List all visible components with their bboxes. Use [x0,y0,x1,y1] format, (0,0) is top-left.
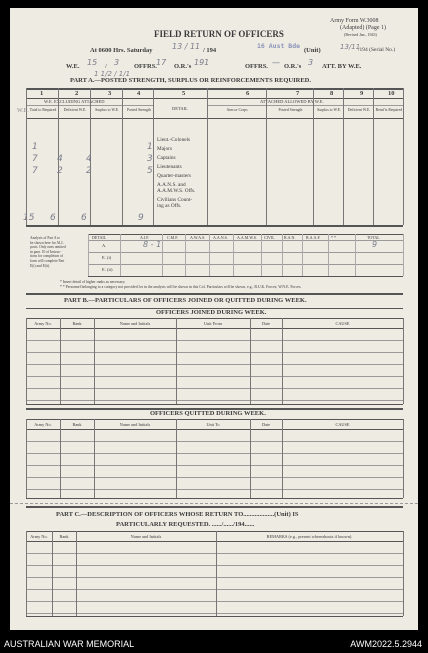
part-b-heading: PART B.—PARTICULARS OF OFFICERS JOINED OR QUITTED DURING WEEK. [64,297,307,304]
grid-line [26,388,403,389]
handwritten-value: 7 [32,154,38,164]
column-number: 6 [246,90,250,97]
rank-label: Captains [157,155,176,161]
adapted-note: (Adapted) (Page 1) [340,25,386,31]
analysis-header: A.A.N.S. [213,235,228,240]
grid-line [94,318,95,404]
analysis-header: * * [331,235,336,240]
grid-line [26,589,403,590]
part-c-heading-2: PARTICULARLY REQUESTED. ....../....../194...... [116,521,255,528]
revised-note: (Revised Jan., 1943) [344,32,377,37]
handwritten-value: 3 [147,154,153,164]
grid-line [26,498,403,499]
sub-header: Posted Strength [278,108,303,112]
or-filled: 191 [194,58,210,67]
analysis-header: TOTAL [367,235,380,240]
grid-line [233,234,234,276]
column-number: 4 [137,90,141,97]
pencil-note: 1 1/2 / 1/1 [94,70,131,78]
analysis-row-label: E. (i) [102,255,112,260]
sub-header: Reinf'ts Required [375,108,403,112]
handwritten-value: 2 [57,166,63,176]
column-number: 1 [40,90,44,97]
table-column-header: Army No. [34,321,52,326]
rank-label: A.A.M.W.S. Offs. [157,188,196,194]
or2-filled: 3 [308,58,314,67]
analysis-header: DETAIL [92,235,107,240]
grid-line [26,601,403,602]
or2-label: O.R.'s [284,63,302,70]
table-column-header: CAUSE [335,321,350,326]
analysis-row-label: A. [102,243,107,248]
grid-line [250,318,251,404]
or-label: O.R.'s [174,63,192,70]
rank-label: ing as Offs. [157,203,182,209]
grid-line [26,340,403,341]
column-number: 10 [388,90,395,97]
grid-line [52,531,53,616]
grid-line [403,531,404,616]
part-a-heading: PART A.—POSTED STRENGTH, SURPLUS OR REINFORCEMENTS REQUIRED. [70,77,311,84]
time-line-label: At 0600 Hrs. Saturday [90,47,153,54]
table-column-header: Name and Initials [130,534,162,539]
rank-label: Majors [157,146,173,152]
footnote-2: * * Personnel belonging to a category not provided for in the analysis will be shown in this Col. Particulars will be shown, e.g., B.U.K. Forces; W.N.E. Forces. [60,285,302,289]
grid-line [76,531,77,616]
we-filled: 15 [87,58,98,67]
analysis-header: A.I.F. [140,235,150,240]
grid-line [26,613,403,614]
offrs-filled: 17 [156,58,167,67]
grid-line [26,441,403,442]
grid-line [403,88,404,225]
grid-line [176,419,177,498]
grid-line [282,419,283,498]
analysis-note-line: form will complete Part [30,259,65,263]
table-column-header: Date [261,422,271,427]
table-column-header: Date [261,321,271,326]
analysis-header: C.M.F. [167,235,179,240]
grid-line [26,553,403,554]
rank-label: Quarter-masters [157,173,192,179]
handwritten-value: 5 [147,166,153,176]
table-column-header: Unit From [203,321,223,326]
margin-note: W.E. [17,108,29,114]
analysis-filled-total: 9 [372,240,378,249]
rank-label: Civilians Count- [157,197,193,203]
grid-line [120,234,121,276]
column-number: 5 [182,90,186,97]
grid-line [26,453,403,454]
unit-stamp: 16 Aust Bde [257,42,301,50]
grid-line [26,404,403,405]
grid-line [282,318,283,404]
analysis-filled-a: 8 - 1 [143,240,162,249]
detail-header: DETAIL [172,106,188,111]
unit-label: (Unit) [304,47,321,54]
sub-header: Posted Strength [127,108,151,112]
grid-line [403,318,404,404]
grid-line [26,364,403,365]
grid-line [209,234,210,276]
table-column-header: Rank [72,321,82,326]
analysis-note-line: E(i) and E(ii). [30,263,51,268]
offrs2-filled: — [272,58,280,67]
analysis-header: R.A.N. [284,235,296,240]
form-title: FIELD RETURN OF OFFICERS [154,29,284,39]
column-number: 7 [296,90,300,97]
sub-header: Deficient W.E. [63,108,87,112]
army-form-number: Army Form W.3008 [330,18,379,24]
analysis-header: A.W.A.S. [190,235,206,240]
grid-line [26,376,403,377]
grid-line [250,419,251,498]
rank-label: A.A.N.S. and [157,182,186,188]
grid-line [26,577,403,578]
grid-line [403,234,404,276]
analysis-note-line: in para. 10 of Instruc- [30,249,62,254]
grid-line [26,616,403,617]
handwritten-value: 1 [147,142,153,152]
footer-left: AUSTRALIAN WAR MEMORIAL [4,639,135,649]
grid-line [26,531,27,616]
grid-line [26,565,403,566]
grid-line [26,465,403,466]
sub-header: Arm or Corps [226,108,248,112]
column-number: 2 [75,90,79,97]
grid-line [26,318,27,404]
grid-line [302,234,303,276]
grid-line [26,477,403,478]
analysis-note-line: Analysis of Part A to [30,236,60,240]
att-label: ATT. BY W.E. [322,63,362,70]
handwritten-value: 4 [86,154,92,164]
handwritten-total: 6 [81,213,87,223]
table-column-header: Army No. [30,534,48,539]
we-excluding-header: W.E. EXCLUDING ATTACHED [44,99,105,104]
we-slash: / [105,63,107,70]
table-column-header: Name and Initials [119,321,151,326]
grid-line [94,419,95,498]
sub-header: Surplus to W.E. [317,108,341,112]
grid-line [60,419,61,498]
grid-line [373,88,374,225]
rank-label: Lieutenants [157,164,182,170]
grid-line [343,88,344,225]
grid-line [26,489,403,490]
table-column-header: REMARKS (e.g., present whereabouts if known). [266,534,353,539]
analysis-row-label: E. (ii) [102,267,113,272]
rank-label: Lieut.-Colonels [157,137,191,143]
sub-header: Deficient W.E. [347,108,371,112]
quitted-heading: OFFICERS QUITTED DURING WEEK. [150,410,266,417]
footer-bar [0,630,428,653]
grid-line [153,88,154,225]
column-number: 8 [330,90,334,97]
grid-line [282,234,283,276]
attached-allowed-header: ATTACHED ALLOWED BY W.E. [260,99,324,104]
offrs-label: OFFRS. [134,63,157,70]
analysis-header: A.A.M.W.S. [237,235,257,240]
serial-label: /194 (Serial No.) [358,47,396,53]
serial-filled: 13/11 [340,43,361,51]
handwritten-value: 7 [32,166,38,176]
grid-line [26,328,403,329]
year-label: / 194 [203,47,217,54]
part-c-heading-1: PART C.—DESCRIPTION OF OFFICERS WHOSE RETURN TO...................(Unit) IS [56,511,299,518]
grid-line [261,234,262,276]
grid-line [122,88,123,225]
table-column-header: CAUSE [335,422,350,427]
table-column-header: Rank [72,422,82,427]
table-column-header: Name and Initials [119,422,151,427]
grid-line [162,234,163,276]
grid-line [26,429,403,430]
grid-line [26,352,403,353]
column-number: 9 [360,90,364,97]
analysis-header: R.A.A.F. [306,235,321,240]
grid-line [26,400,403,401]
grid-line [26,419,27,498]
grid-line [88,234,89,276]
handwritten-total: 6 [50,213,56,223]
we-label: W.E. [66,63,80,70]
grid-line [207,88,208,225]
grid-line [355,234,356,276]
offrs2-label: OFFRS. [245,63,268,70]
footer-right: AWM2022.5.2944 [350,639,422,649]
handwritten-total: 9 [138,213,144,223]
grid-line [328,234,329,276]
joined-heading: OFFICERS JOINED DURING WEEK. [156,309,267,316]
table-column-header: Unit To [206,422,220,427]
handwritten-total: 15 [23,213,35,223]
handwritten-value: 1 [32,142,38,152]
footnote-1: * Insert detail of higher ranks as necessary. [60,280,126,284]
grid-line [60,318,61,404]
handwritten-value: 2 [86,166,92,176]
grid-line [313,88,314,225]
grid-line [403,419,404,498]
handwritten-value: 4 [57,154,63,164]
analysis-note-line: posts. Only ones omitted [30,245,66,250]
time-filled: 13 / 11 [172,42,201,51]
analysis-note-line: tions for completion of [30,254,64,259]
analysis-note-line: be shown here for ALL [30,240,64,245]
column-number: 3 [108,90,112,97]
sub-header: Surplus to W.E. [95,108,119,112]
grid-line [176,318,177,404]
analysis-header: CIVIL [264,235,275,240]
sub-header: Total to Required [29,108,57,112]
grid-line [216,531,217,616]
grid-line [26,541,403,542]
grid-line [266,88,267,225]
form-sheet [10,8,418,630]
table-column-header: Army No. [34,422,52,427]
we-filled-2: 3 [114,58,120,67]
grid-line [185,234,186,276]
table-column-header: Rank [59,534,69,539]
